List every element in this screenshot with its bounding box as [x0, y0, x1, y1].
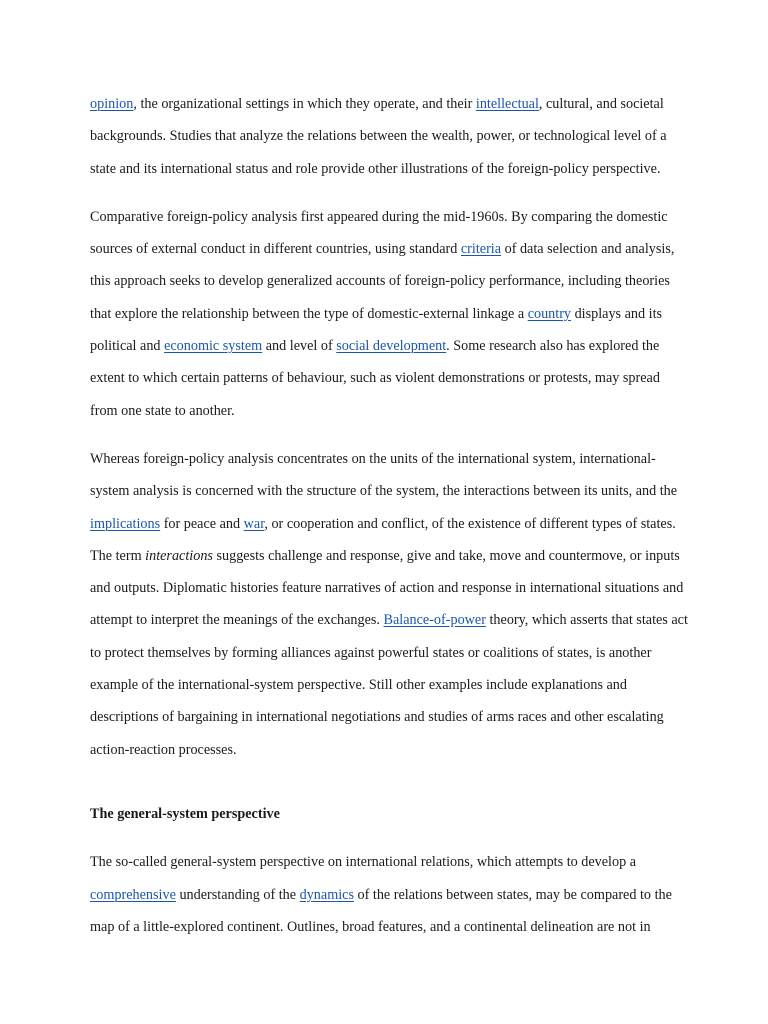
link-dynamics[interactable]: dynamics: [299, 886, 354, 903]
text-run: of data selection and analysis, this approach seeks to develop generalized accounts of foreign-policy performance, including theories that explore the relationship between the type of domestic-external linkage a: [90, 241, 675, 322]
text-run: displays and its political and: [90, 305, 663, 355]
paragraph-3: [90, 443, 690, 766]
text-run: for peace and: [160, 515, 244, 532]
article-paragraphs: [90, 88, 690, 766]
link-implications[interactable]: implications: [90, 515, 161, 532]
article-final-paragraph: [90, 846, 690, 943]
italic-term: interactions: [145, 547, 213, 564]
text-run: , cultural, and societal backgrounds. Studies that analyze the relations between the wealth, power, or technological level of a state and its international status and role provide other illustrations of the foreign-policy perspective.: [90, 96, 667, 177]
link-country[interactable]: country: [527, 305, 572, 322]
text-run: understanding of the: [175, 886, 300, 903]
link-war[interactable]: war: [243, 515, 265, 532]
article-body: [90, 88, 690, 959]
link-criteria[interactable]: criteria: [460, 241, 502, 258]
paragraph-general-system: [90, 846, 690, 943]
text-run: Whereas foreign-policy analysis concentrates on the units of the international system, international-system analysis is concerned with the structure of the system, the interactions between its units, and the: [90, 450, 678, 500]
link-comprehensive[interactable]: comprehensive: [90, 886, 176, 903]
text-run: The so-called general-system perspective on international relations, which attempts to develop a: [90, 854, 637, 871]
section-heading: The general-system perspective: [90, 805, 280, 822]
text-run: , or cooperation and conflict, of the existence of different types of states. The term: [90, 515, 676, 564]
text-run: of the relations between states, may be compared to the map of a little-explored continent. Outlines, broad features, and a continental delineation are not in: [90, 886, 672, 935]
link-economic-system[interactable]: economic system: [164, 338, 263, 355]
link-intellectual[interactable]: intellectual: [475, 96, 539, 112]
link-social-development[interactable]: social development: [336, 338, 447, 355]
text-run: , the organizational settings in which they operate, and their: [133, 96, 476, 112]
text-run: Comparative foreign-policy analysis first appeared during the mid-1960s. By comparing the domestic sources of external conduct in different countries, using standard: [90, 208, 668, 258]
text-run: theory, which asserts that states act to protect themselves by forming alliances against powerful states or coalitions of states, is another example of the international-system perspective. Still other examples include explanations and descriptions of bargaining in international negotiations and studies of arms races and other escalating action-reaction processes.: [90, 612, 688, 758]
text-run: suggests challenge and response, give and take, move and countermove, or inputs and outputs. Diplomatic histories feature narratives of action and response in international situations and attempt to interpret the meanings of the exchanges.: [90, 547, 684, 629]
text-run: . Some research also has explored the extent to which certain patterns of behaviour, such as violent demonstrations or protests, may spread from one state to another.: [90, 338, 660, 419]
link-balance-of-power[interactable]: Balance-of-power: [383, 612, 486, 629]
link-opinion[interactable]: opinion: [90, 96, 134, 112]
paragraph-1: [90, 88, 690, 185]
paragraph-2: [90, 201, 690, 427]
text-run: and level of: [262, 338, 337, 355]
